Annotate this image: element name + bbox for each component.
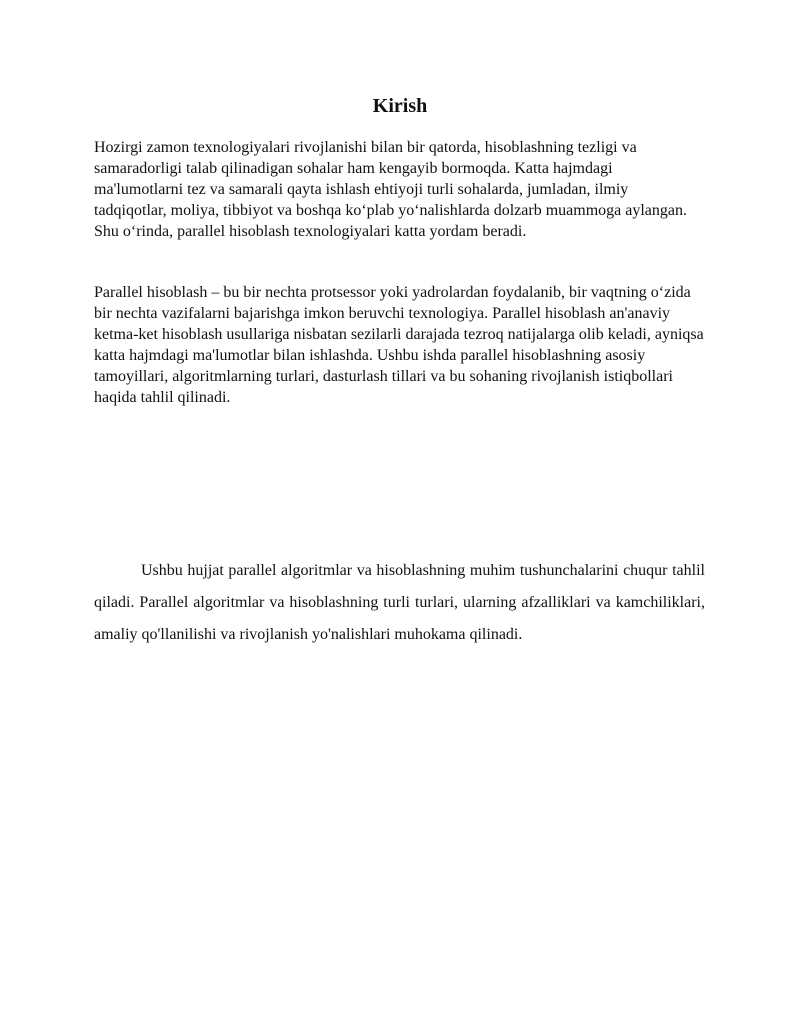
- paragraph-intro: Hozirgi zamon texnologiyalari rivojlanishi bilan bir qatorda, hisoblashning tezligi va samaradorligi talab qilinadigan sohalar ham kengayib bormoqda. Katta hajmdagi ma'lumotlarni tez va samarali qayta ishlash ehtiyoji turli sohalarda, jumladan, ilmiy tadqiqotlar, moliya, tibbiyot va boshqa koʻplab yoʻnalishlarda dolzarb muammoga aylangan. Shu oʻrinda, parallel hisoblash texnologiyalari katta yordam beradi.: [94, 139, 687, 240]
- page-title: Kirish: [372, 95, 428, 117]
- paragraph-parallel-definition: Parallel hisoblash – bu bir nechta protsessor yoki yadrolardan foydalanib, bir vaqtning oʻzida bir nechta vazifalarni bajarishga imkon beruvchi texnologiya. Parallel hisoblash an'anaviy ketma-ket hisoblash usullariga nisbatan sezilarli darajada tezroq natijalarga olib keladi, ayniqsa katta hajmdagi ma'lumotlar bilan ishlashda. Ushbu ishda parallel hisoblashning asosiy tamoyillari, algoritmlarning turlari, dasturlash tillari va bu sohaning rivojlanish istiqbollari haqida tahlil qilinadi.: [94, 284, 704, 406]
- paragraph-summary: Ushbu hujjat parallel algoritmlar va hisoblashning muhim tushunchalarini chuqur tahlil qiladi. Parallel algoritmlar va hisoblashning turli turlari, ularning afzalliklari va kamchiliklari, amaliy qo'llanilishi va rivojlanish yo'nalishlari muhokama qilinadi.: [94, 562, 705, 643]
